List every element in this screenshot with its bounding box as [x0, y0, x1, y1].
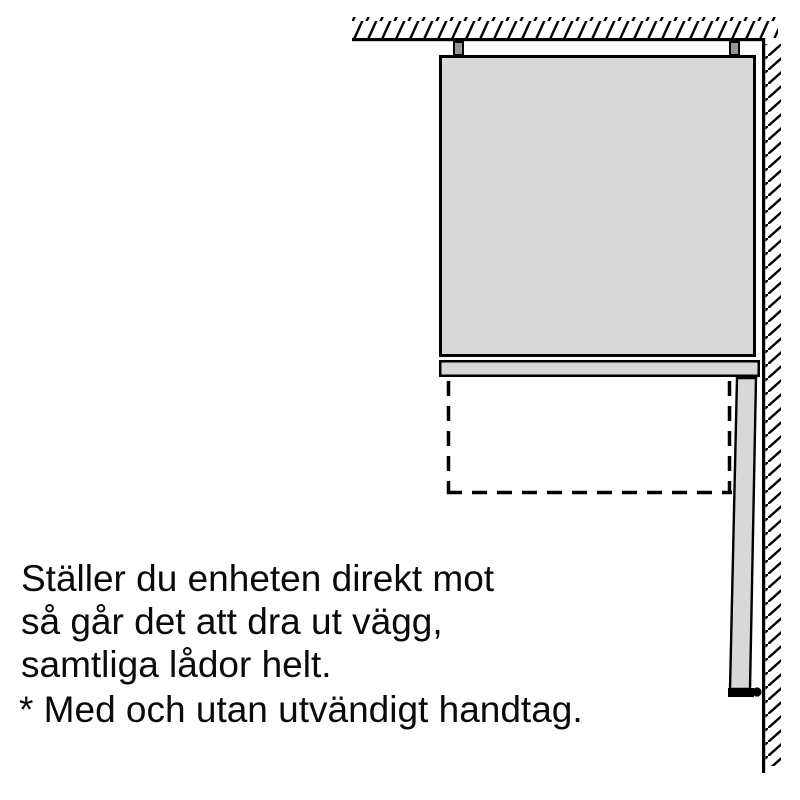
- ceiling-hatch-icon: [352, 17, 778, 38]
- appliance-cabinet: [441, 57, 755, 356]
- wall-spacer-left: [454, 42, 463, 55]
- door-handle-dot-icon: [752, 687, 761, 696]
- base-front-panel: [440, 361, 759, 376]
- caption-line-2: så går det att dra ut vägg,: [21, 601, 443, 642]
- caption-line-3: samtliga lådor helt.: [21, 644, 332, 685]
- caption-line-4: * Med och utan utvändigt handtag.: [19, 689, 583, 730]
- side-wall-hatch-icon: [766, 44, 782, 766]
- door-bottom-edge: [728, 688, 754, 697]
- ceiling-line: [352, 38, 765, 41]
- wall-spacer-right: [730, 42, 739, 55]
- caption-line-1: Ställer du enheten direkt mot: [21, 558, 495, 599]
- side-wall-line: [762, 38, 765, 773]
- open-door: [730, 378, 756, 689]
